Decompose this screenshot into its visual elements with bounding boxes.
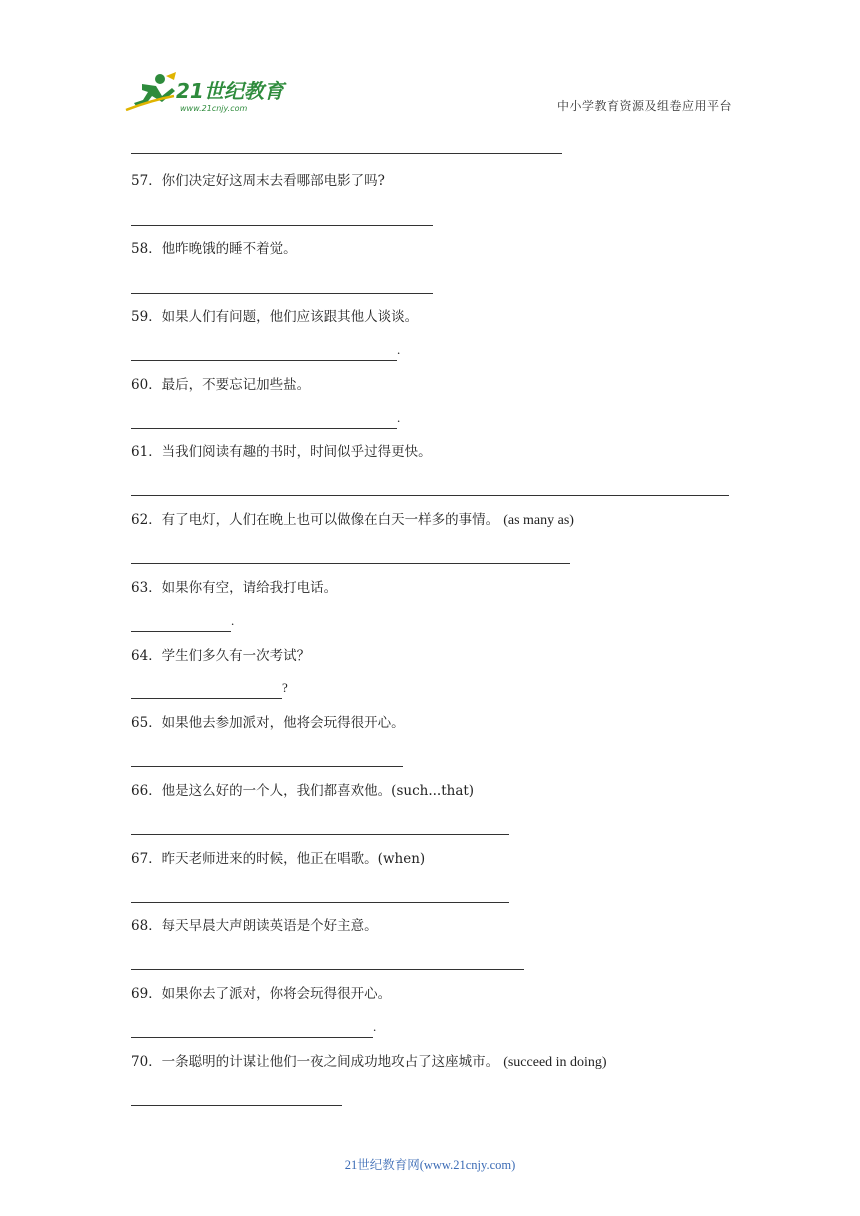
- footer-link[interactable]: 21世纪教育网(www.21cnjy.com): [344, 1158, 516, 1172]
- question-59: 59．如果人们有问题，他们应该跟其他人谈谈。: [131, 309, 419, 325]
- answer-blank-66[interactable]: [131, 816, 509, 830]
- question-70-hint: (succeed in doing): [503, 1055, 607, 1070]
- question-63: 63．如果你有空，请给我打电话。: [131, 580, 338, 596]
- question-64: 64．学生们多久有一次考试？: [131, 648, 311, 664]
- answer-blank-60[interactable]: .: [131, 410, 397, 424]
- question-62-hint: (as many as): [503, 513, 574, 528]
- question-66: 66．他是这么好的一个人，我们都喜欢他。(such...that): [131, 783, 475, 799]
- question-61: 61．当我们阅读有趣的书时，时间似乎过得更快。: [131, 444, 432, 460]
- question-65: 65．如果他去参加派对，他将会玩得很开心。: [131, 715, 405, 731]
- header-tagline: 中小学教育资源及组卷应用平台: [556, 99, 732, 113]
- answer-blank-57[interactable]: [131, 207, 433, 221]
- answer-blank-68[interactable]: [131, 951, 524, 965]
- question-69: 69．如果你去了派对，你将会玩得很开心。: [131, 986, 392, 1002]
- header-answer-line: [131, 153, 562, 154]
- question-68: 68．每天早晨大声朗读英语是个好主意。: [131, 918, 378, 934]
- runner-logo-icon: [122, 70, 292, 116]
- question-60: 60．最后，不要忘记加些盐。: [131, 377, 311, 393]
- answer-blank-64[interactable]: ?: [131, 680, 282, 694]
- answer-blank-58[interactable]: [131, 275, 433, 289]
- answer-blank-67[interactable]: [131, 884, 509, 898]
- answer-blank-59[interactable]: .: [131, 342, 397, 356]
- answer-blank-65[interactable]: [131, 748, 403, 762]
- logo-text: 21世纪教育: [176, 79, 284, 103]
- answer-blank-63[interactable]: .: [131, 613, 231, 627]
- question-67: 67．昨天老师进来的时候，他正在唱歌。(when): [131, 851, 426, 867]
- question-70: 70．一条聪明的计谋让他们一夜之间成功地攻占了这座城市。 (succeed in doing): [131, 1054, 607, 1070]
- answer-blank-61[interactable]: [131, 477, 729, 491]
- logo-url: www.21cnjy.com: [180, 104, 248, 113]
- question-58: 58．他昨晚饿的睡不着觉。: [131, 241, 297, 257]
- answer-blank-70[interactable]: [131, 1087, 342, 1101]
- answer-blank-62[interactable]: [131, 545, 570, 559]
- answer-blank-69[interactable]: .: [131, 1019, 373, 1033]
- logo: [122, 70, 292, 116]
- question-57: 57．你们决定好这周末去看哪部电影了吗?: [131, 173, 385, 189]
- question-62: 62．有了电灯，人们在晚上也可以做像在白天一样多的事情。 (as many as): [131, 512, 574, 528]
